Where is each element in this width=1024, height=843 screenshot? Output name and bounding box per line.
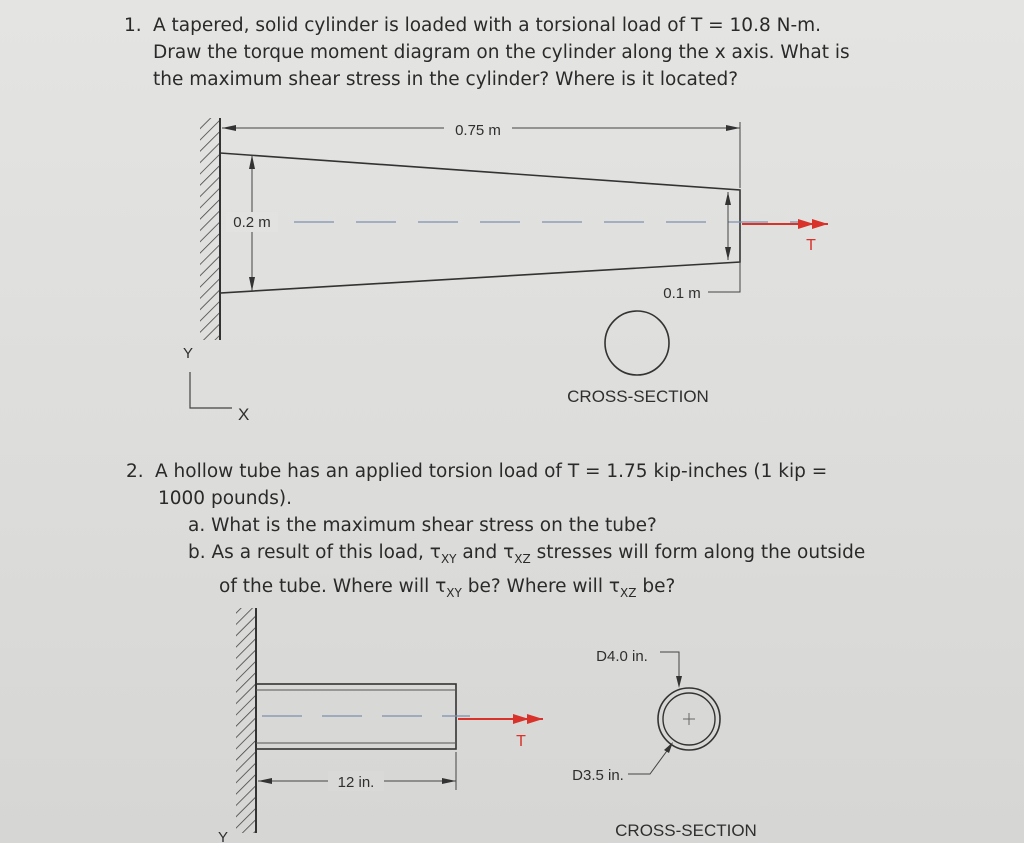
length-label: 12 in. (337, 774, 375, 791)
axis-y-label: Y (218, 829, 229, 843)
problem-2b: b. As a result of this load, $\tau_{XY}$ and $\tau_{XZ}$ stresses will form along the outside (188, 542, 866, 566)
arrowhead (726, 125, 740, 131)
inner-diameter-label: D3.5 in. (572, 767, 624, 784)
wall-hatch (236, 608, 256, 833)
problem-1-line-2: Draw the torque moment diagram on the cylinder along the x axis. What is (153, 42, 850, 63)
cross-section-label: CROSS-SECTION (567, 387, 709, 406)
left-diameter-label: 0.2 m (233, 214, 271, 231)
axis-lines (190, 372, 232, 408)
torque-label: T (516, 733, 526, 750)
problem-1-line-1: 1. A tapered, solid cylinder is loaded with a torsional load of T = 10.8 N-m. (124, 12, 924, 39)
cross-section-circle (605, 311, 669, 375)
tau-xz-symbol: $\tau_{XZ}$ (503, 542, 531, 566)
problem-2-number: 2. (126, 461, 144, 482)
problem-1-number: 1. (124, 15, 142, 36)
problem-2-line-2: 1000 pounds). (158, 488, 292, 509)
problem-2b-line-2: of the tube. Where will $\tau_{XY}$ be? Where will $\tau_{XZ}$ be? (219, 576, 676, 600)
tau-xy-symbol: $\tau_{XY}$ (429, 542, 457, 566)
figure-1 (183, 118, 828, 424)
outer-diameter-label: D4.0 in. (596, 648, 648, 665)
axis-x-label: X (238, 405, 250, 424)
problem-2b-marker: b. (188, 542, 206, 563)
problem-1-line-3: the maximum shear stress in the cylinder? Where is it located? (153, 69, 739, 90)
cross-section-label: CROSS-SECTION (615, 821, 757, 840)
length-label: 0.75 m (455, 122, 501, 139)
right-diameter-label: 0.1 m (663, 285, 701, 302)
problem-2a-text: What is the maximum shear stress on the tube? (211, 515, 657, 536)
problem-2-line-1: 2. A hollow tube has an applied torsion load of T = 1.75 kip-inches (1 kip = (126, 458, 946, 485)
axis-y-label: Y (183, 345, 194, 362)
wall-hatch (200, 118, 220, 340)
tapered-cylinder (220, 153, 740, 293)
problem-2a-marker: a. (188, 515, 206, 536)
arrowhead (222, 125, 236, 131)
torque-label: T (806, 237, 816, 254)
figure-2 (218, 608, 757, 843)
